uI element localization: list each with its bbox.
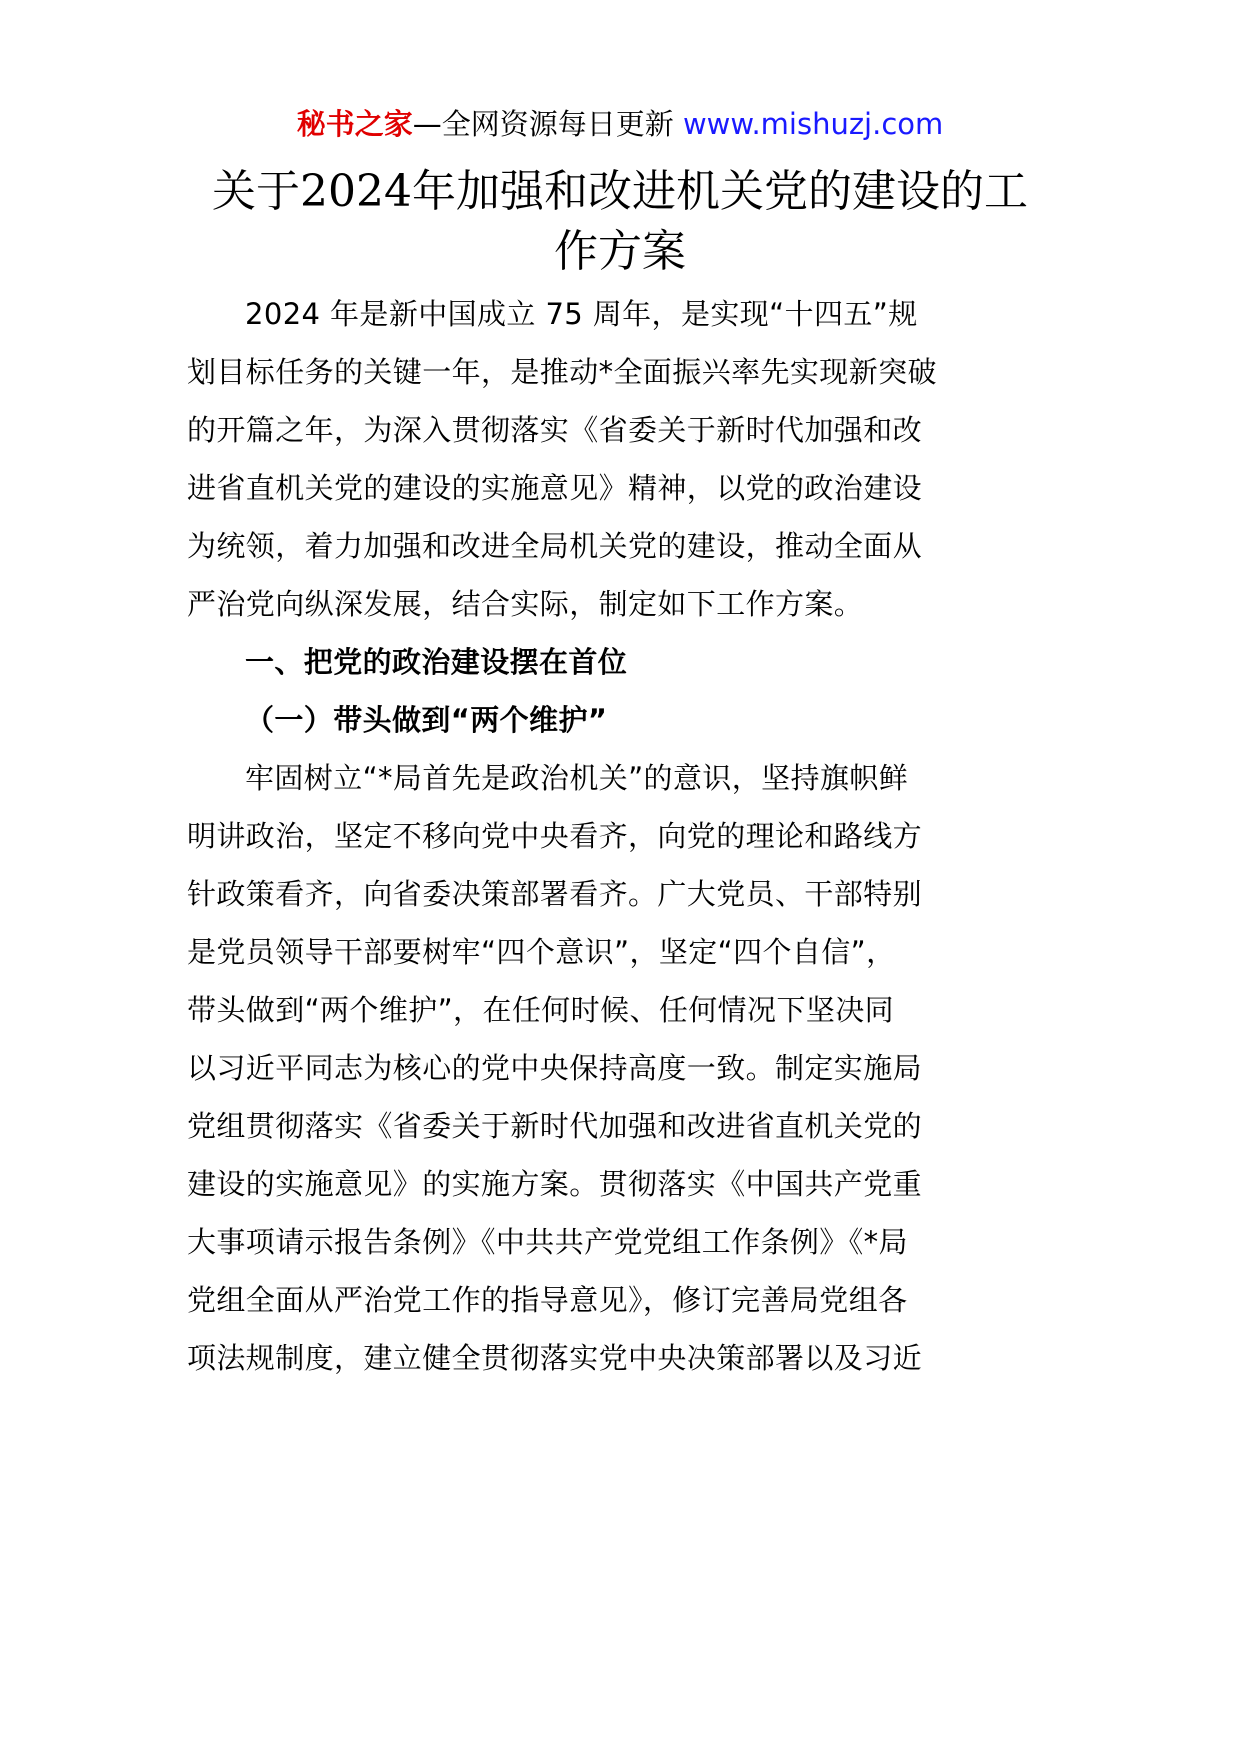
paragraph-line-8: 建设的实施意见》的实施方案。贯彻落实《中国共产党重 xyxy=(187,1167,923,1201)
paragraph-line-2: 明讲政治，坚定不移向党中央看齐，向党的理论和路线方 xyxy=(187,819,923,853)
site-url-link[interactable]: www.mishuzj.com xyxy=(682,107,944,141)
intro-line-6: 严治党向纵深发展，结合实际，制定如下工作方案。 xyxy=(187,587,864,621)
site-brand: 秘书之家 xyxy=(296,107,413,141)
paragraph-line-10: 党组全面从严治党工作的指导意见》，修订完善局党组各 xyxy=(187,1283,908,1317)
subsection-heading-1: （一）带头做到“两个维护” xyxy=(245,703,608,737)
intro-line-4: 进省直机关党的建设的实施意见》精神，以党的政治建设 xyxy=(187,471,923,505)
paragraph-line-7: 党组贯彻落实《省委关于新时代加强和改进省直机关党的 xyxy=(187,1109,923,1143)
site-header xyxy=(0,104,1240,144)
site-tagline: —全网资源每日更新 xyxy=(412,107,683,141)
paragraph-line-1: 牢固树立“*局首先是政治机关”的意识，坚持旗帜鲜 xyxy=(245,761,909,795)
intro-line-2: 划目标任务的关键一年，是推动*全面振兴率先实现新突破 xyxy=(187,355,937,389)
intro-line-3: 的开篇之年，为深入贯彻落实《省委关于新时代加强和改 xyxy=(187,413,923,447)
paragraph-line-11: 项法规制度，建立健全贯彻落实党中央决策部署以及习近 xyxy=(187,1341,923,1375)
paragraph-line-5: 带头做到“两个维护”，在任何时候、任何情况下坚决同 xyxy=(187,993,895,1027)
document-title xyxy=(150,162,1090,282)
section-heading-1: 一、把党的政治建设摆在首位 xyxy=(245,645,628,679)
title-line-1: 关于2024年加强和改进机关党的建设的工 xyxy=(212,166,1028,217)
intro-line-5: 为统领，着力加强和改进全局机关党的建设，推动全面从 xyxy=(187,529,923,563)
paragraph-line-4: 是党员领导干部要树牢“四个意识”，坚定“四个自信”， xyxy=(187,935,896,969)
paragraph-line-6: 以习近平同志为核心的党中央保持高度一致。制定实施局 xyxy=(187,1051,923,1085)
paragraph-line-3: 针政策看齐，向省委决策部署看齐。广大党员、干部特别 xyxy=(187,877,923,911)
paragraph-line-9: 大事项请示报告条例》《中共共产党党组工作条例》《*局 xyxy=(187,1225,908,1259)
title-line-2: 作方案 xyxy=(554,226,686,277)
intro-line-1: 2024 年是新中国成立 75 周年，是实现“十四五”规 xyxy=(245,297,918,331)
